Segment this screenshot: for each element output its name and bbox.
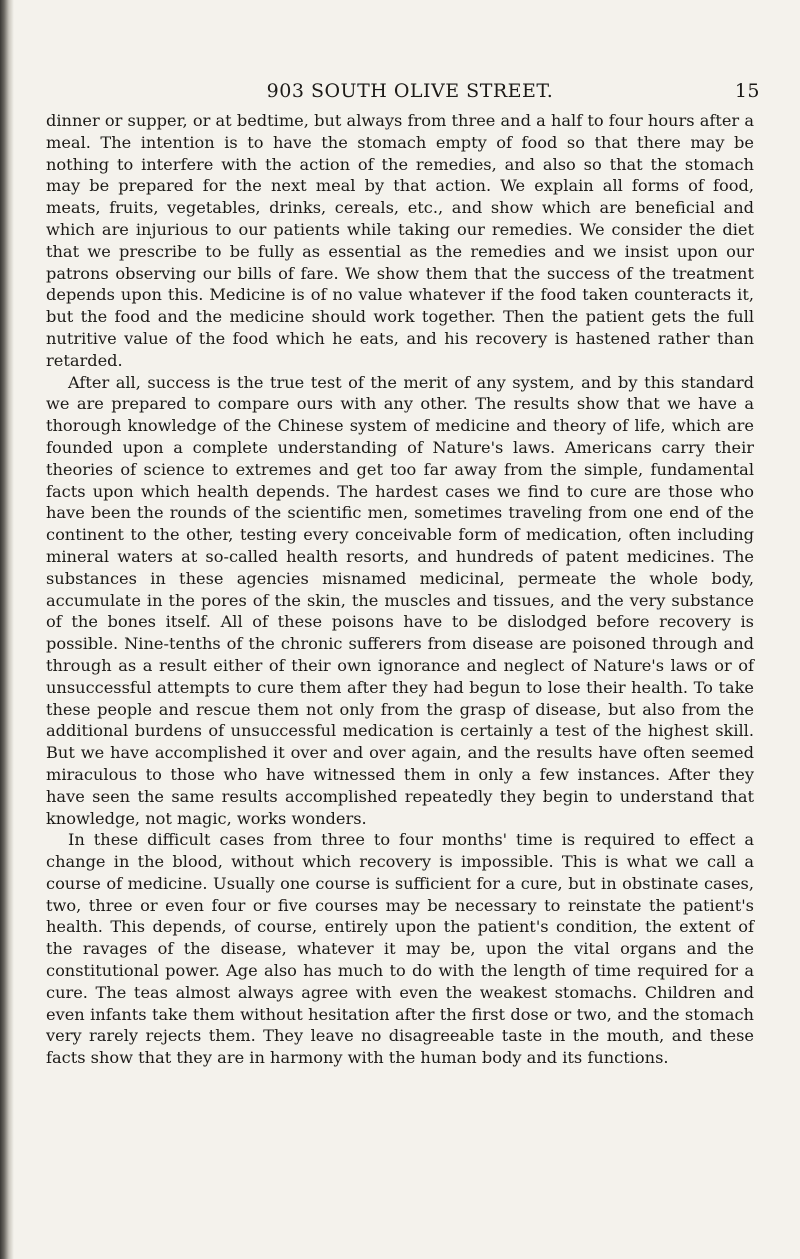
paragraph-3: In these difficult cases from three to four months' time is required to effect a change in the blood, without which recovery is impossible. This is what we call a course of medicine. Usually one course is sufficient for a cure, but in obstinate cases, two, three or even four or five courses may be necessary to reinstate the patient's health. This depends, of course, entirely upon the patient's condition, the extent of the ravages of the disease, whatever it may be, upon the vital organs and the constitutional power. Age also has much to do with the length of time required for a cure. The teas almost always agree with even the weakest stomachs. Children and even infants take them without hesitation after the first dose or two, and the stomach very rarely rejects them. They leave no disagreeable taste in the mouth, and these facts show that they are in harmony with the human body and its functions. [46,830,754,1068]
book-spine-shadow [0,0,14,1259]
running-header [60,80,760,106]
page-number: 15 [734,80,760,102]
paragraph-1: dinner or supper, or at bedtime, but always from three and a half to four hours after a meal. The intention is to have the stomach empty of food so that there may be nothing to interfere with the action of the remedies, and also so that the stomach may be prepared for the next meal by that action. We explain all forms of food, meats, fruits, vegetables, drinks, cereals, etc., and show which are beneficial and which are injurious to our patients while taking our remedies. We consider the diet that we prescribe to be fully as essential as the remedies and we insist upon our patrons observing our bills of fare. We show them that the success of the treatment depends upon this. Medicine is of no value whatever if the food taken counteracts it, but the food and the medicine should work together. Then the patient gets the full nutritive value of the food which he eats, and his recovery is hastened rather than retarded. [46,111,754,370]
running-title: 903 SOUTH OLIVE STREET. [266,80,554,102]
page-body [46,110,754,1069]
paragraph-2: After all, success is the true test of the merit of any system, and by this standard we are prepared to compare ours with any other. The results show that we have a thorough knowledge of the Chinese system of medicine and theory of life, which are founded upon a complete understanding of Nature's laws. Americans carry their theories of science to extremes and get too far away from the simple, fundamental facts upon which health depends. The hardest cases we find to cure are those who have been the rounds of the scientific men, sometimes traveling from one end of the continent to the other, testing every conceivable form of medication, often including mineral waters at so-called health resorts, and hundreds of patent medicines. The substances in these agencies misnamed medicinal, permeate the whole body, accumulate in the pores of the skin, the muscles and tissues, and the very substance of the bones itself. All of these poisons have to be dislodged before recovery is possible. Nine-tenths of the chronic sufferers from disease are poisoned through and through as a result either of their own ignorance and neglect of Nature's laws or of unsuccessful attempts to cure them after they had begun to lose their health. To take these people and rescue them not only from the grasp of disease, but also from the additional burdens of unsuccessful medication is certainly a test of the highest skill. But we have accomplished it over and over again, and the results have often seemed miraculous to those who have witnessed them in only a few instances. After they have seen the same results accomplished repeatedly they begin to understand that knowledge, not magic, works wonders. [46,372,754,828]
